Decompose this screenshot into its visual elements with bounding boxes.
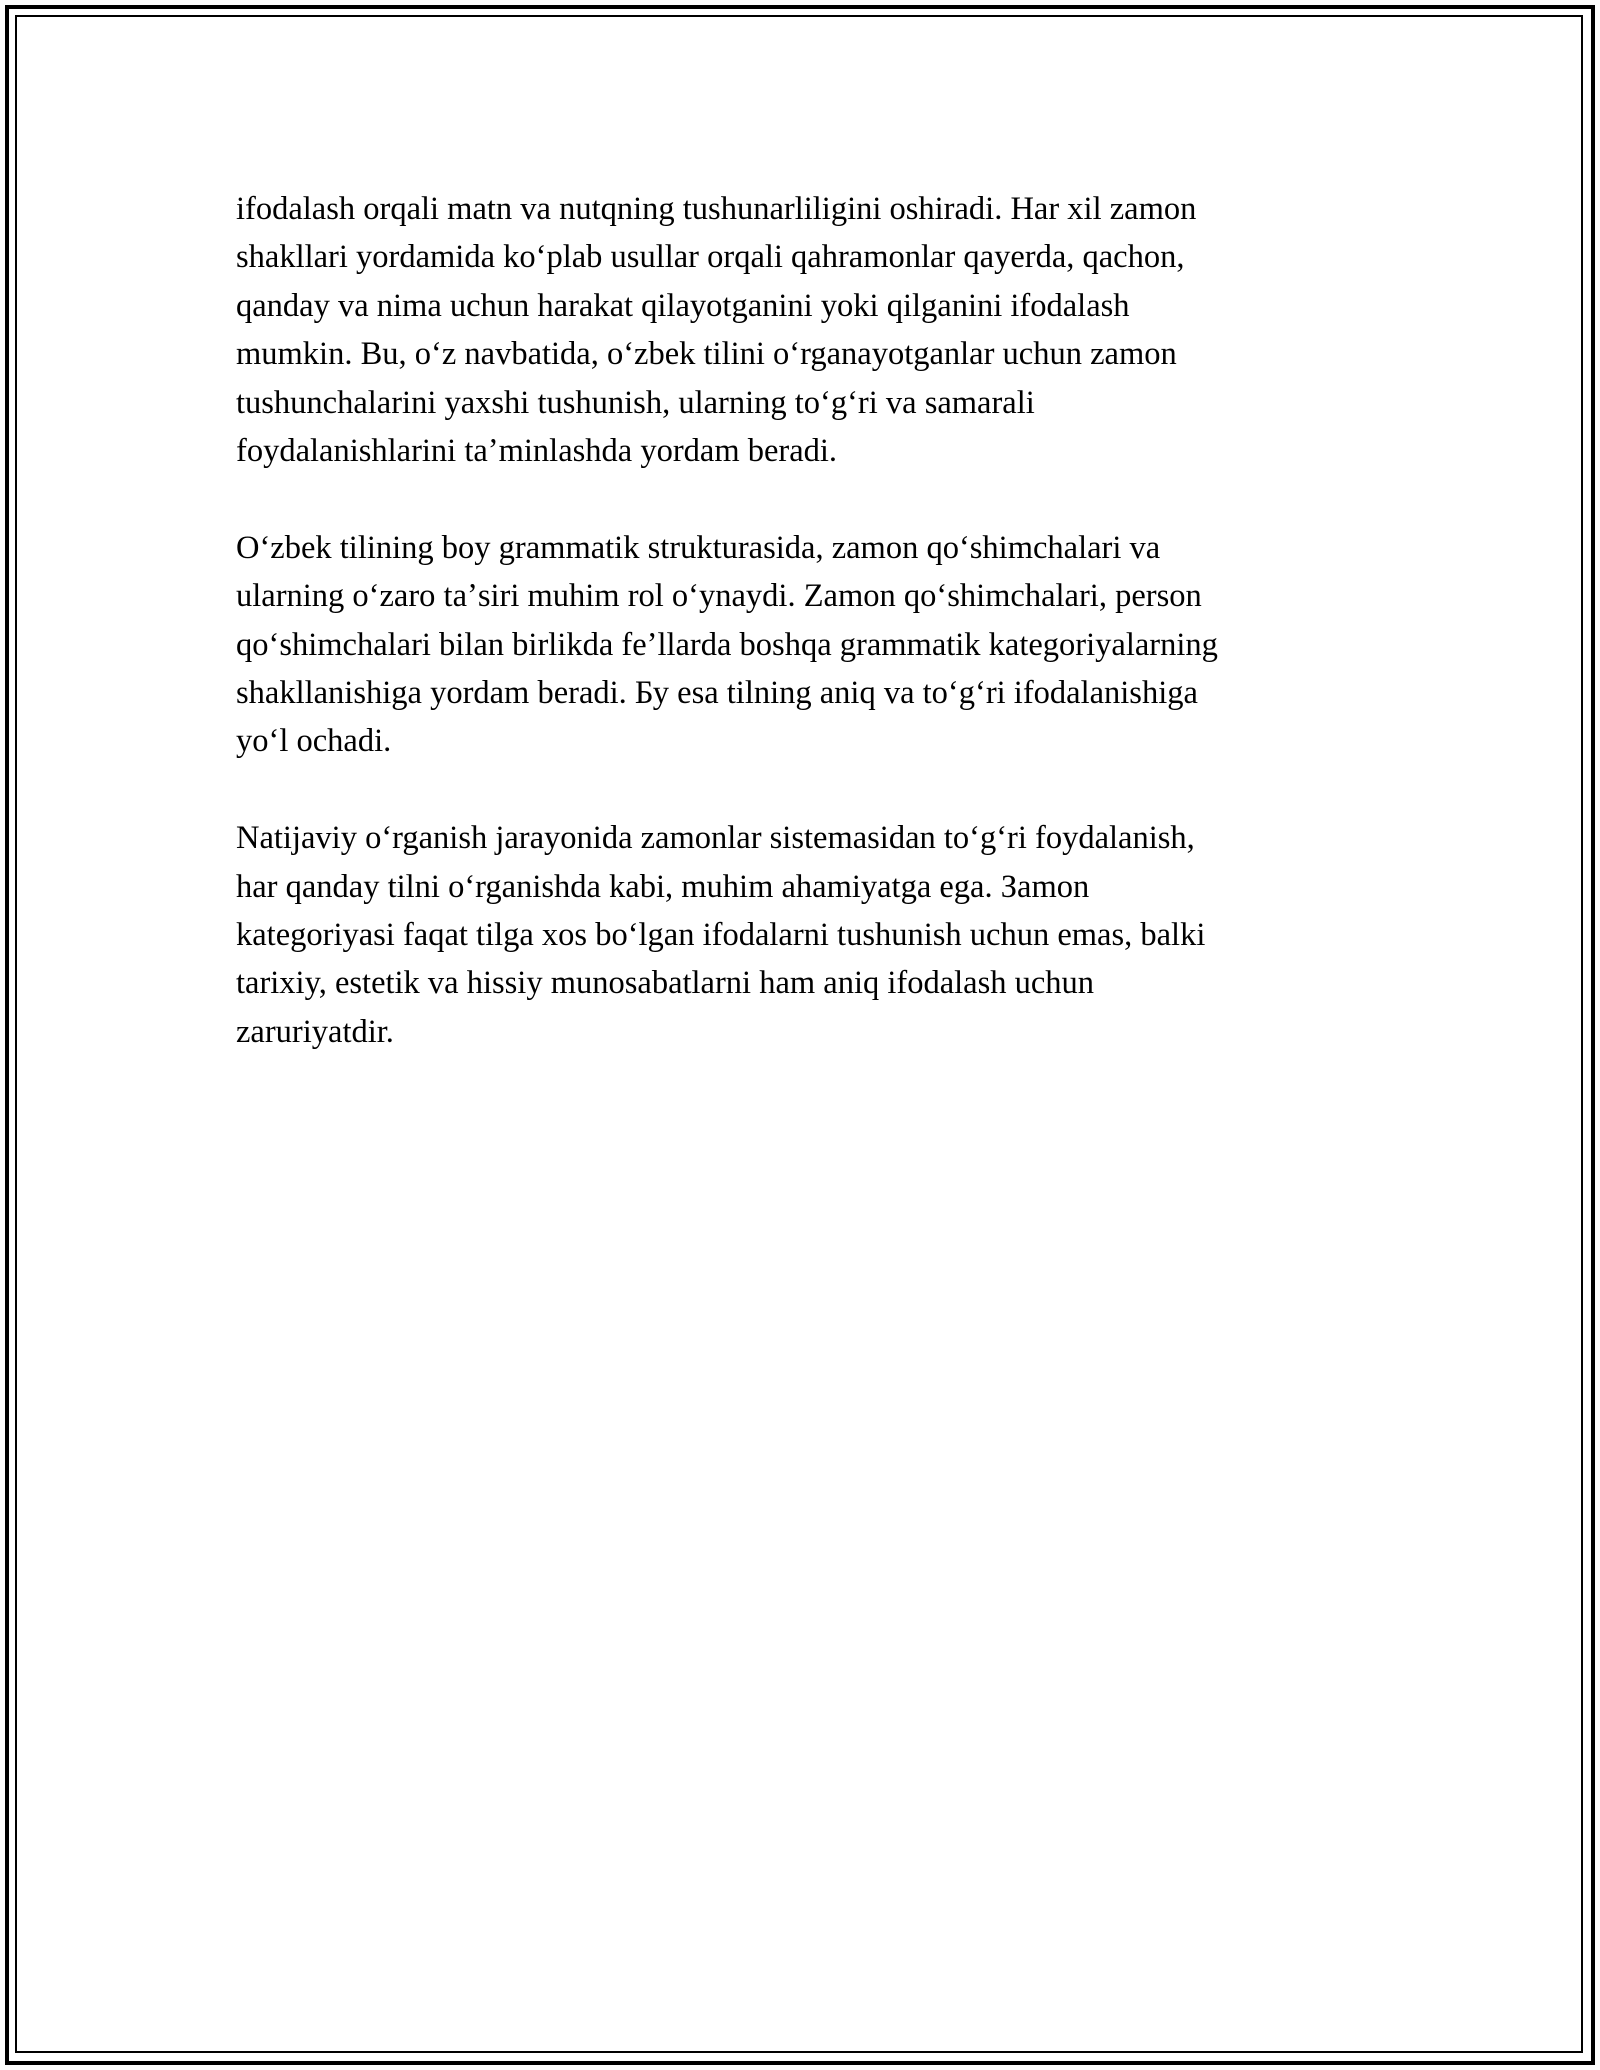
paragraph-2 [236, 524, 1376, 766]
paragraph-line: foydalanishlarini taʼminlashda yordam beradi. [236, 433, 838, 470]
paragraph-1 [236, 185, 1376, 475]
paragraph-line: qanday va nima uchun harakat qilayotganini yoki qilganini ifodalash [236, 287, 1130, 324]
paragraph-line: ularning oʻzaro taʼsiri muhim rol oʻynaydi. Zamon qoʻshimchalari, person [236, 578, 1202, 615]
paragraph-line: Natijaviy oʻrganish jarayonida zamonlar sistemasidan toʻgʻri foydalanish, [236, 820, 1195, 857]
paragraph-line: yoʻl ochadi. [236, 723, 392, 760]
paragraph-line: har qanday tilni oʻrganishda kabi, muhim ahamiyatga ega. Зamon [236, 868, 1090, 905]
paragraph-line: tarixiy, estetik va hissiy munosabatlarni ham aniq ifodalash uchun [236, 965, 1095, 1002]
paragraph-line: qoʻshimchalari bilan birlikda feʼllarda boshqa grammatik kategoriyalarning [236, 626, 1218, 663]
paragraph-line: zaruriyatdir. [236, 1013, 394, 1050]
paragraph-line: shakllanishiga yordam beradi. Бу esa tilning aniq va toʻgʻri ifodalanishiga [236, 675, 1198, 712]
paragraph-line: Oʻzbek tilining boy grammatik strukturasida, zamon qoʻshimchalari va [236, 529, 1161, 566]
paragraph-line: kategoriyasi faqat tilga xos boʻlgan ifodalarni tushunish uchun emas, balki [236, 917, 1206, 954]
paragraph-line: ifodalash orqali matn va nutqning tushunarliligini oshiradi. Har xil zamon [236, 191, 1197, 227]
paragraph-3 [236, 814, 1376, 1056]
paragraph-line: mumkin. Bu, oʻz navbatida, oʻzbek tilini oʻrganayotganlar uchun zamon [236, 336, 1177, 373]
paragraph-line: shakllari yordamida koʻplab usullar orqali qahramonlar qayerda, qachon, [236, 239, 1185, 276]
document-body [236, 185, 1376, 1105]
paragraph-line: tushunchalarini yaxshi tushunish, ularning toʻgʻri va samarali [236, 384, 1035, 421]
